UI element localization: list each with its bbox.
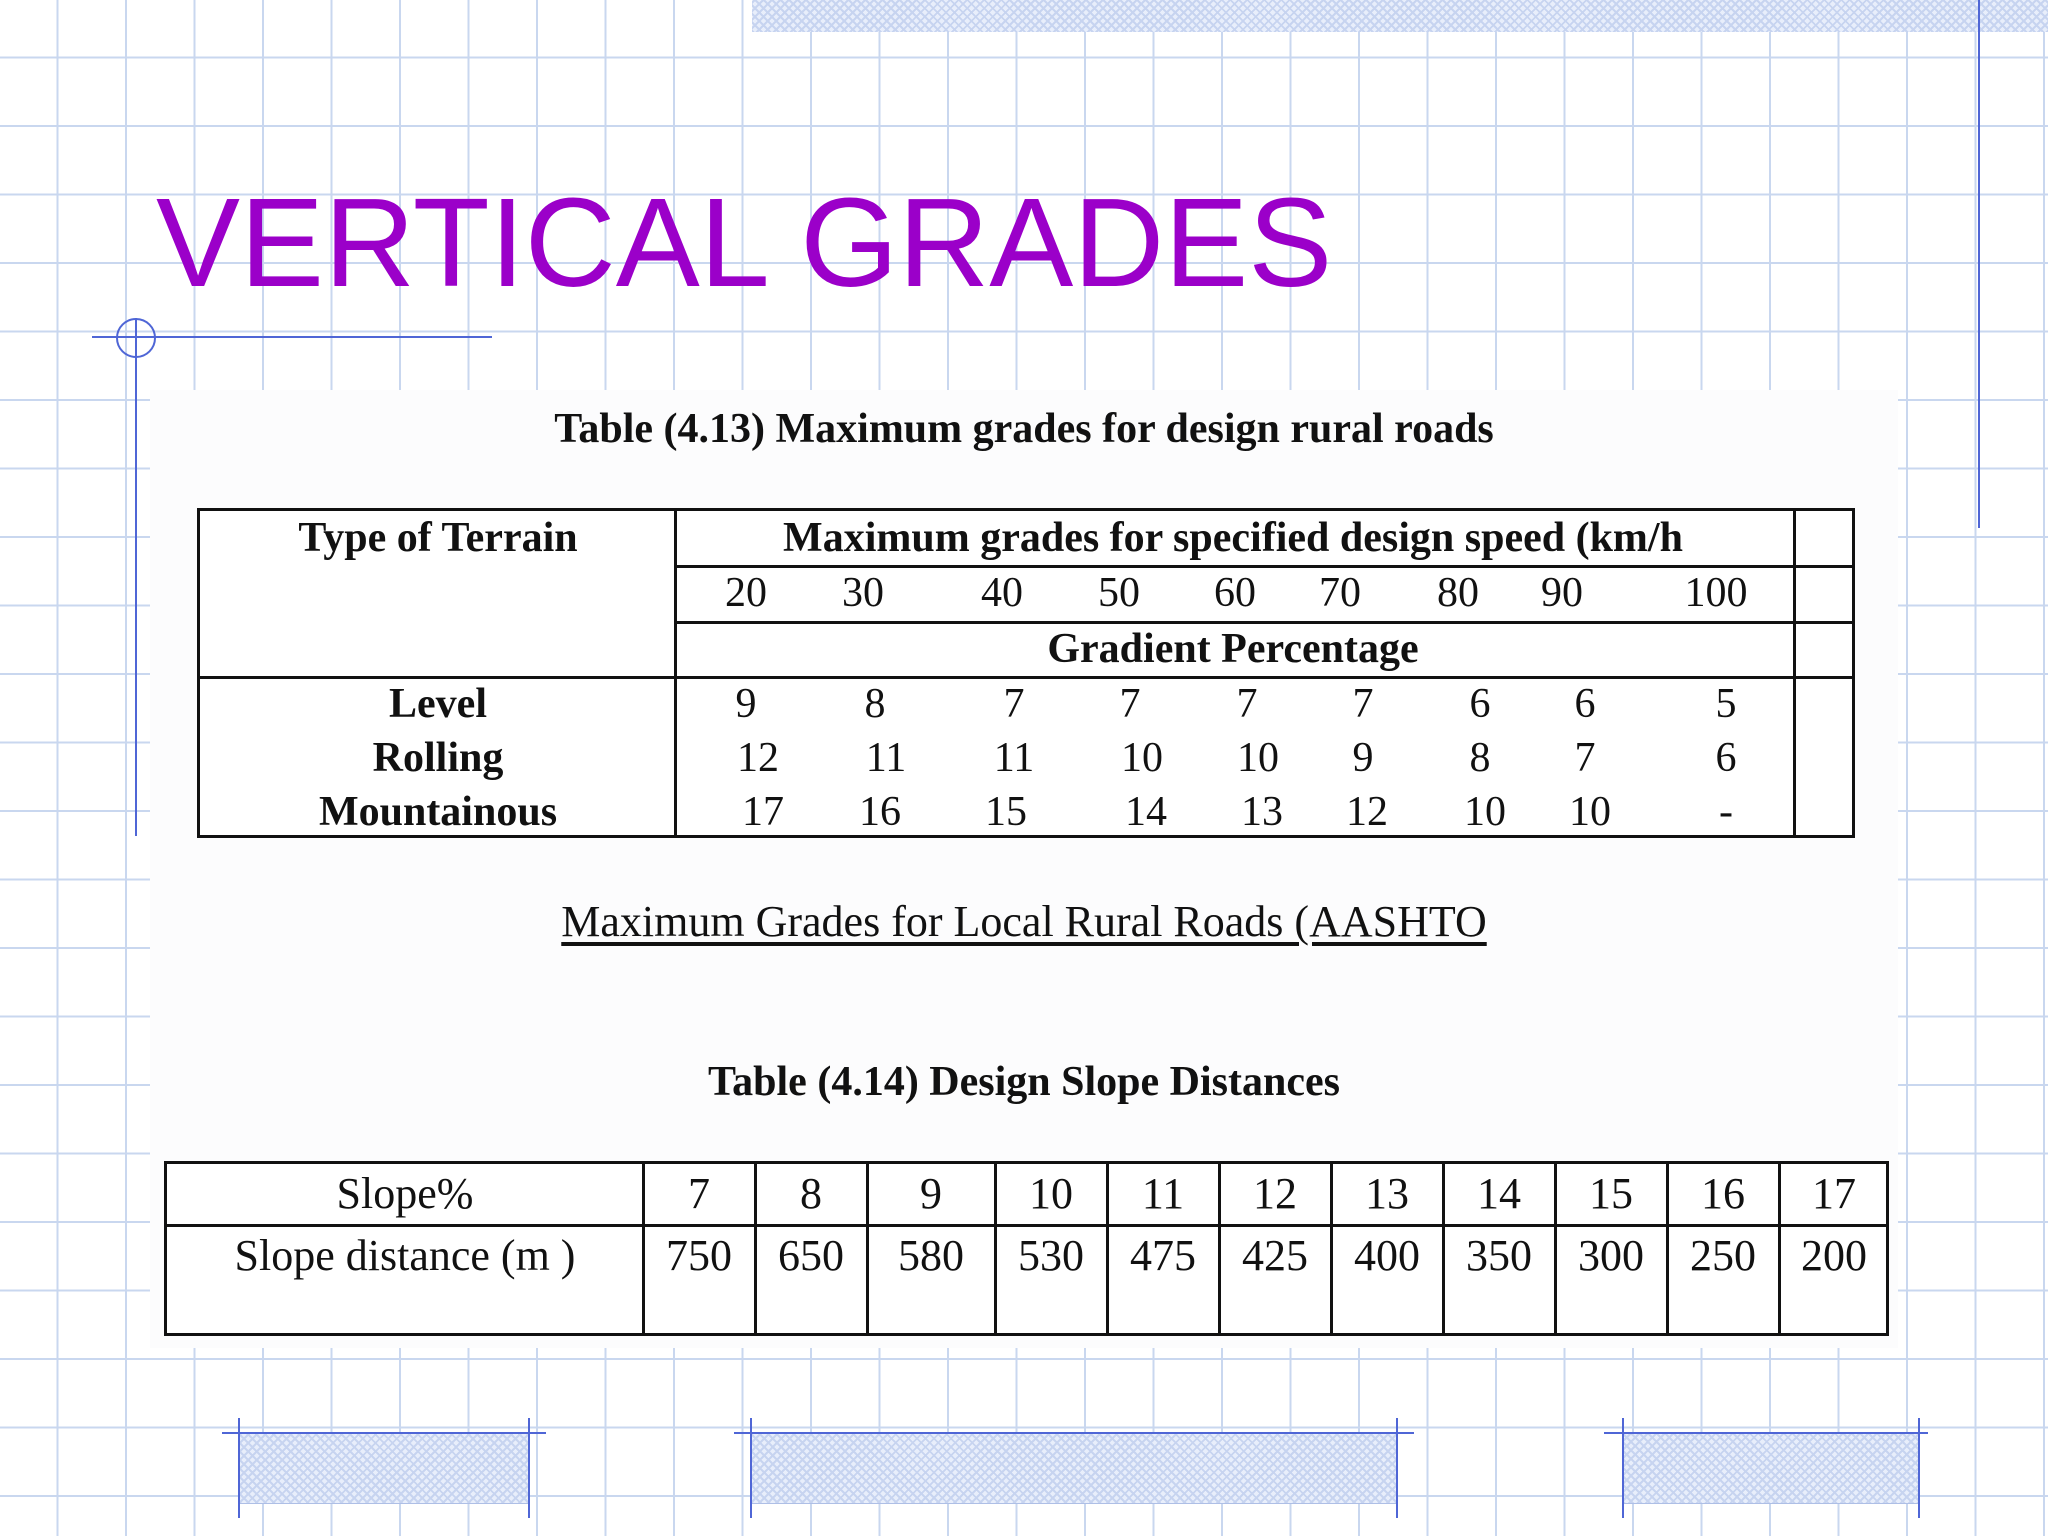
- slope-cell: 17: [1812, 1169, 1856, 1218]
- bottom-decor-tick: [750, 1418, 752, 1518]
- speed-header: 60: [1214, 570, 1256, 616]
- grade-cell: 12: [1346, 789, 1388, 835]
- slope-cell: 11: [1141, 1169, 1185, 1218]
- bottom-decor-tick: [1396, 1418, 1398, 1518]
- distance-cell: 425: [1242, 1231, 1308, 1280]
- grade-cell: 7: [1574, 735, 1596, 781]
- distance-cell: 250: [1690, 1231, 1756, 1280]
- speed-header: 90: [1541, 570, 1583, 616]
- slide-title: VERTICAL GRADES: [156, 172, 1333, 313]
- table-divider: [1666, 1164, 1669, 1333]
- slope-cell: 10: [1029, 1169, 1073, 1218]
- grade-cell: 6: [1469, 681, 1491, 727]
- table-divider: [1218, 1164, 1221, 1333]
- grade-cell: 11: [865, 735, 907, 781]
- slope-cell: 15: [1589, 1169, 1633, 1218]
- grade-cell: 17: [742, 789, 784, 835]
- terrain-label: Level: [389, 681, 487, 727]
- bottom-decor-box-left: [238, 1432, 530, 1504]
- grades-header: Maximum grades for specified design speed (km/h: [783, 515, 1683, 561]
- table-divider: [1778, 1164, 1781, 1333]
- table2-caption: Table (4.14) Design Slope Distances: [708, 1059, 1340, 1105]
- grade-cell: 8: [864, 681, 886, 727]
- grade-cell: 13: [1241, 789, 1283, 835]
- slope-cell: 13: [1365, 1169, 1409, 1218]
- distance-cell: 750: [666, 1231, 732, 1280]
- bottom-decor-line-middle: [734, 1432, 1414, 1434]
- speed-header: 40: [981, 570, 1023, 616]
- grade-cell: 16: [859, 789, 901, 835]
- speed-header: 100: [1684, 570, 1748, 616]
- slope-cell: 12: [1253, 1169, 1297, 1218]
- top-decor-band: [752, 0, 2048, 32]
- terrain-header: Type of Terrain: [298, 515, 578, 561]
- table1-caption: Table (4.13) Maximum grades for design rural roads: [554, 406, 1494, 452]
- speed-header: 30: [842, 570, 884, 616]
- table-divider: [1442, 1164, 1445, 1333]
- table-divider: [674, 511, 677, 835]
- grade-cell: 10: [1464, 789, 1506, 835]
- bottom-decor-box-right: [1622, 1432, 1920, 1504]
- distance-cell: 530: [1018, 1231, 1084, 1280]
- grade-cell: 9: [735, 681, 757, 727]
- slope-cell: 16: [1701, 1169, 1745, 1218]
- slope-row-label: Slope%: [336, 1169, 474, 1218]
- grade-cell: 11: [993, 735, 1035, 781]
- grade-cell: 10: [1121, 735, 1163, 781]
- bottom-decor-box-middle: [750, 1432, 1398, 1504]
- table-divider: [754, 1164, 757, 1333]
- crosshair-circle-icon: [116, 318, 156, 358]
- table-divider: [994, 1164, 997, 1333]
- grade-cell: 10: [1569, 789, 1611, 835]
- distance-cell: 650: [778, 1231, 844, 1280]
- table-divider: [642, 1164, 645, 1333]
- slope-cell: 9: [920, 1169, 942, 1218]
- grade-cell: 6: [1715, 735, 1737, 781]
- grade-cell: 7: [1119, 681, 1141, 727]
- left-decor-line: [135, 318, 137, 836]
- max-grades-table: [197, 508, 1855, 838]
- speed-header: 50: [1098, 570, 1140, 616]
- bottom-decor-tick: [1622, 1418, 1624, 1518]
- gradient-percentage-label: Gradient Percentage: [1047, 626, 1419, 672]
- table-divider: [1106, 1164, 1109, 1333]
- distance-cell: 350: [1466, 1231, 1532, 1280]
- slope-distance-table: [164, 1161, 1889, 1336]
- grade-cell: 12: [737, 735, 779, 781]
- distance-cell: 475: [1130, 1231, 1196, 1280]
- table-divider: [866, 1164, 869, 1333]
- terrain-label: Mountainous: [318, 789, 558, 835]
- table-divider: [1330, 1164, 1333, 1333]
- distance-row-label: Slope distance (m ): [234, 1231, 576, 1280]
- speed-header: 80: [1437, 570, 1479, 616]
- grade-cell: 9: [1352, 735, 1374, 781]
- grade-cell: -: [1719, 789, 1733, 835]
- slope-cell: 14: [1477, 1169, 1521, 1218]
- aashto-subtitle: Maximum Grades for Local Rural Roads (AASHTO: [561, 897, 1487, 946]
- distance-cell: 400: [1354, 1231, 1420, 1280]
- slope-cell: 8: [800, 1169, 822, 1218]
- table-divider: [1793, 511, 1796, 835]
- grade-cell: 7: [1003, 681, 1025, 727]
- slope-cell: 7: [688, 1169, 710, 1218]
- grade-cell: 6: [1574, 681, 1596, 727]
- speed-header: 70: [1319, 570, 1361, 616]
- bottom-decor-line-left: [222, 1432, 546, 1434]
- grade-cell: 7: [1236, 681, 1258, 727]
- bottom-decor-line-right: [1604, 1432, 1928, 1434]
- bottom-decor-tick: [238, 1418, 240, 1518]
- table-divider: [1554, 1164, 1557, 1333]
- speed-header: 20: [725, 570, 767, 616]
- grade-cell: 5: [1715, 681, 1737, 727]
- distance-cell: 580: [898, 1231, 964, 1280]
- grade-cell: 15: [985, 789, 1027, 835]
- bottom-decor-tick: [1918, 1418, 1920, 1518]
- table-divider: [167, 1224, 1886, 1227]
- terrain-label: Rolling: [372, 735, 504, 781]
- bottom-decor-tick: [528, 1418, 530, 1518]
- distance-cell: 200: [1801, 1231, 1867, 1280]
- grade-cell: 10: [1237, 735, 1279, 781]
- distance-cell: 300: [1578, 1231, 1644, 1280]
- grade-cell: 7: [1352, 681, 1374, 727]
- grade-cell: 8: [1469, 735, 1491, 781]
- grade-cell: 14: [1125, 789, 1167, 835]
